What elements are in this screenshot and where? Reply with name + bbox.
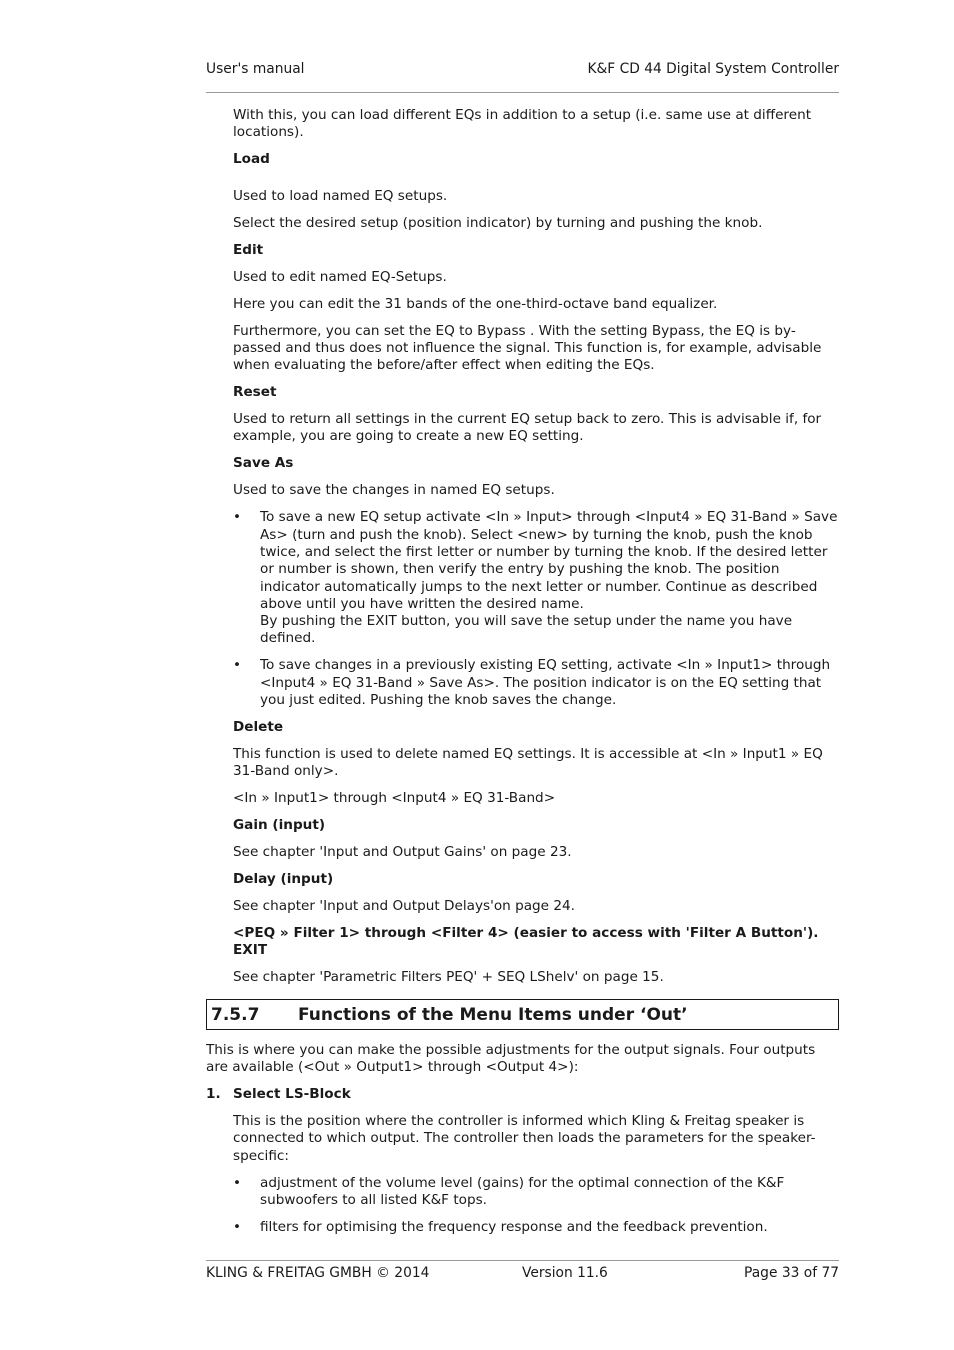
list-item (233, 657, 839, 709)
peq-paragraph: See chapter 'Parametric Filters PEQ' + SEQ LShelv' on page 15. (233, 969, 664, 986)
page-footer (206, 1265, 839, 1283)
item-1-paragraph: This is the position where the controller is informed which Kling & Freitag speaker is connected to which output. The controller then loads the parameters for the speaker-specific: (233, 1112, 816, 1164)
item-1-bullet-list (233, 1175, 839, 1237)
section-number: 7.5.7 (211, 1004, 260, 1025)
delete-paragraph-2: <In » Input1> through <Input4 » EQ 31-Band> (233, 790, 556, 807)
reset-paragraph-1: Used to return all settings in the current EQ setup back to zero. This is advisable if, for example, you are going to create a new EQ setting. (233, 411, 822, 445)
save-as-bullet-1-exit: By pushing the EXIT button, you will save the setup under the name you have defined. (260, 613, 793, 647)
footer-page-number: Page 33 of 77 (744, 1265, 839, 1281)
save-as-heading: Save As (233, 455, 294, 472)
header-right: K&F CD 44 Digital System Controller (587, 61, 839, 77)
item-1-bullet-1: adjustment of the volume level (gains) for the optimal connection of the K&F subwoofers to all listed K&F tops. (260, 1174, 785, 1208)
load-paragraph-2: Select the desired setup (position indicator) by turning and pushing the knob. (233, 214, 763, 231)
numbered-item-1 (206, 1086, 839, 1103)
header-divider (206, 92, 839, 93)
footer-version: Version 11.6 (522, 1265, 608, 1281)
item-heading: Select LS-Block (233, 1086, 351, 1102)
load-paragraph-1: Used to load named EQ setups. (233, 187, 448, 204)
delete-heading: Delete (233, 718, 284, 735)
footer-divider (206, 1260, 839, 1261)
delay-heading: Delay (input) (233, 871, 334, 888)
delete-paragraph-1: This function is used to delete named EQ settings. It is accessible at <In » Input1 » EQ 31-Band only>. (233, 745, 823, 780)
reset-heading: Reset (233, 384, 277, 401)
delay-paragraph: See chapter 'Input and Output Delays'on page 24. (233, 898, 575, 915)
eq-setup-block-2 (233, 719, 839, 987)
list-item (233, 1175, 839, 1210)
item-1-bullet-2: filters for optimising the frequency response and the feedback prevention. (260, 1218, 768, 1235)
edit-paragraph-1: Used to edit named EQ-Setups. (233, 268, 447, 285)
save-as-bullet-list (233, 509, 839, 709)
list-item (233, 509, 839, 647)
header-left: User's manual (206, 61, 305, 77)
list-item (233, 1219, 839, 1236)
gain-paragraph: See chapter 'Input and Output Gains' on page 23. (233, 844, 572, 861)
load-heading: Load (233, 151, 270, 168)
footer-company: KLING & FREITAG GMBH © 2014 (206, 1265, 430, 1281)
edit-heading: Edit (233, 241, 264, 258)
save-as-paragraph-1: Used to save the changes in named EQ setups. (233, 482, 555, 499)
section-title: Functions of the Menu Items under ‘Out’ (298, 1004, 688, 1025)
item-number: 1. (206, 1086, 221, 1102)
intro-paragraph: With this, you can load different EQs in addition to a setup (i.e. same use at different locations). (233, 107, 812, 141)
page-header (206, 61, 839, 78)
save-as-bullet-2-text: • To save changes in a previously existing EQ setting, activate <In » Input1> through <Input4 » EQ 31-Band » Save As>. The position indicator is on the EQ setting that you just edited. Pushing the knob saves the change. (260, 657, 831, 708)
gain-heading: Gain (input) (233, 817, 326, 834)
item-1-body (233, 1113, 839, 1165)
peq-heading: <PEQ » Filter 1> through <Filter 4> (easier to access with 'Filter A Button'). EXIT (233, 925, 819, 959)
section-intro: This is where you can make the possible adjustments for the output signals. Four outputs are available (<Out » Output1> through <Output 4>): (206, 1041, 816, 1076)
save-as-bullet-1-text: • To save a new EQ setup activate <In » Input> through <Input4 » EQ 31-Band » Save As> (turn and push the knob). Select <new> by turning the knob, push the knob twice, and select the first letter or number by turning the knob. If the desired letter or number is shown, then verify the entry by pushing the knob. The position indicator automatically jumps to the next letter or number. Continue as described above until you have written the desired name. (260, 509, 838, 612)
section-heading (206, 999, 839, 1030)
page-content (206, 107, 839, 1246)
edit-paragraph-3: Furthermore, you can set the EQ to Bypass . With the setting Bypass, the EQ is by-passed and thus does not influence the signal. This function is, for example, advisable when evaluating the before/after effect when editing the EQs. (233, 322, 822, 374)
edit-paragraph-2: Here you can edit the 31 bands of the one-third-octave band equalizer. (233, 295, 718, 312)
eq-setup-block (233, 107, 839, 500)
